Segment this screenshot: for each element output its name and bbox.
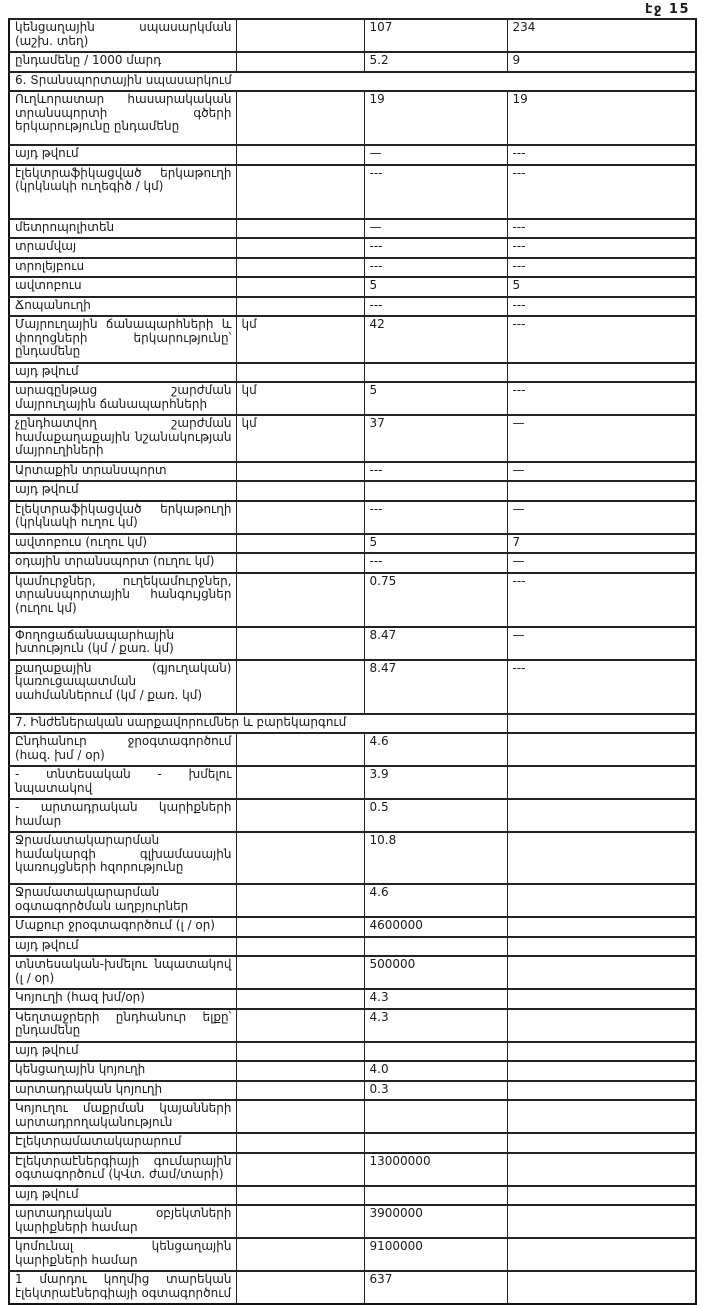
value-cell-2 [507, 1042, 696, 1062]
unit-cell [236, 1133, 364, 1153]
page-number: էջ 15 [645, 2, 690, 17]
table-row [9, 1271, 696, 1304]
value-cell-2: --- [507, 382, 696, 415]
indicator-label-cell: Մայրուղային ճանապարհների և փողոցների երկարությունը՝ ընդամենը [9, 316, 236, 363]
indicator-label-cell: Կեղտաջրերի ընդհանուր ելքը՝ ընդամենը [9, 1009, 236, 1042]
indicator-label-cell: այդ թվում [9, 937, 236, 957]
indicator-label-cell: Արտաքին տրանսպորտ [9, 462, 236, 482]
indicator-label-cell: կենցաղային կոյուղի [9, 1061, 236, 1081]
value-cell-1 [364, 363, 507, 383]
indicator-label-cell: ավտոբուս [9, 277, 236, 297]
table-row [9, 165, 696, 219]
unit-cell [236, 627, 364, 660]
value-cell-1: 5.2 [364, 52, 507, 72]
value-cell-1: 4.3 [364, 989, 507, 1009]
table-row [9, 553, 696, 573]
value-cell-2: --- [507, 297, 696, 317]
table-row [9, 1061, 696, 1081]
value-cell-1: 42 [364, 316, 507, 363]
indicator-label-cell: քաղաքային (գյուղական) կառուցապատման սահմաններում (կմ / քառ. կմ) [9, 660, 236, 714]
indicator-label-cell: - արտադրական կարիքների համար [9, 799, 236, 832]
indicators-table [8, 18, 697, 1305]
unit-cell [236, 1061, 364, 1081]
value-cell-1: 107 [364, 19, 507, 52]
page-header [0, 0, 703, 18]
unit-cell [236, 1186, 364, 1206]
value-cell-2 [507, 1100, 696, 1133]
value-cell-2 [507, 1133, 696, 1153]
table-row [9, 363, 696, 383]
indicator-label-cell: արտադրական կոյուղի [9, 1081, 236, 1101]
table-row [9, 733, 696, 766]
indicators-table-body [9, 19, 696, 1304]
value-cell-2 [507, 1081, 696, 1101]
value-cell-1: 4.0 [364, 1061, 507, 1081]
value-cell-1: 4.3 [364, 1009, 507, 1042]
section-row [9, 714, 696, 734]
table-row [9, 989, 696, 1009]
table-row [9, 297, 696, 317]
value-cell-1 [364, 1042, 507, 1062]
value-cell-2 [507, 766, 696, 799]
value-cell-2: 19 [507, 91, 696, 145]
table-row [9, 627, 696, 660]
value-cell-1: 37 [364, 415, 507, 462]
value-cell-2 [507, 1238, 696, 1271]
unit-cell [236, 52, 364, 72]
indicator-label-cell: Էլեկտրամատակարարում [9, 1133, 236, 1153]
value-cell-2 [507, 989, 696, 1009]
value-cell-2 [507, 1009, 696, 1042]
table-row [9, 1009, 696, 1042]
value-cell-1: 0.75 [364, 573, 507, 627]
table-row [9, 415, 696, 462]
table-row [9, 832, 696, 884]
indicator-label-cell: Ճոպանուղի [9, 297, 236, 317]
table-row [9, 1238, 696, 1271]
value-cell-1: --- [364, 165, 507, 219]
table-row [9, 1186, 696, 1206]
value-cell-2: --- [507, 573, 696, 627]
unit-cell [236, 573, 364, 627]
table-row [9, 1100, 696, 1133]
table-row [9, 19, 696, 52]
value-cell-1: 4600000 [364, 917, 507, 937]
unit-cell [236, 297, 364, 317]
unit-cell [236, 1042, 364, 1062]
table-row [9, 91, 696, 145]
value-cell-2: --- [507, 238, 696, 258]
value-cell-1: 4.6 [364, 733, 507, 766]
value-cell-2: --- [507, 165, 696, 219]
table-row [9, 501, 696, 534]
value-cell-2: 5 [507, 277, 696, 297]
table-row [9, 884, 696, 917]
value-cell-2 [507, 481, 696, 501]
value-cell-2: — [507, 501, 696, 534]
value-cell-1: — [364, 219, 507, 239]
indicator-label-cell: Ընդհանուր ջրօգտագործում (հազ. խմ / օր) [9, 733, 236, 766]
value-cell-2 [507, 917, 696, 937]
indicator-label-cell: էլեկտրաֆիկացված երկաթուղի (կրկնակի ուղու կմ) [9, 501, 236, 534]
unit-cell [236, 1009, 364, 1042]
unit-cell [236, 989, 364, 1009]
value-cell-1: 10.8 [364, 832, 507, 884]
value-cell-1: 637 [364, 1271, 507, 1304]
table-row [9, 1133, 696, 1153]
value-cell-2 [507, 363, 696, 383]
unit-cell [236, 1271, 364, 1304]
value-cell-2: --- [507, 316, 696, 363]
value-cell-1: — [364, 145, 507, 165]
unit-cell [236, 884, 364, 917]
unit-cell [236, 1153, 364, 1186]
value-cell-1: 5 [364, 382, 507, 415]
unit-cell [236, 832, 364, 884]
indicator-label-cell: այդ թվում [9, 1042, 236, 1062]
value-cell-2 [507, 884, 696, 917]
indicator-label-cell: ավտոբուս (ուղու կմ) [9, 534, 236, 554]
table-cell-empty [507, 714, 696, 734]
value-cell-1 [364, 1186, 507, 1206]
indicator-label-cell: Կոյուղի (հազ խմ/օր) [9, 989, 236, 1009]
value-cell-2 [507, 1186, 696, 1206]
table-row [9, 481, 696, 501]
value-cell-1 [364, 481, 507, 501]
value-cell-1: --- [364, 238, 507, 258]
unit-cell [236, 1081, 364, 1101]
indicator-label-cell: Փողոցաճանապարհային խտություն (կմ / քառ. կմ) [9, 627, 236, 660]
indicator-label-cell: այդ թվում [9, 1186, 236, 1206]
unit-cell [236, 91, 364, 145]
value-cell-1: 500000 [364, 956, 507, 989]
unit-cell [236, 660, 364, 714]
indicator-label-cell: էլեկտրաֆիկացված երկաթուղի (կրկնակի ուղեգիծ / կմ) [9, 165, 236, 219]
value-cell-2 [507, 832, 696, 884]
table-row [9, 258, 696, 278]
unit-cell [236, 1205, 364, 1238]
value-cell-1: 8.47 [364, 660, 507, 714]
value-cell-1: 5 [364, 277, 507, 297]
value-cell-1: 8.47 [364, 627, 507, 660]
indicator-label-cell: 1 մարդու կողմից տարեկան էլեկտրաէներգիայի օգտագործում [9, 1271, 236, 1304]
indicator-label-cell: Ջրամատակարարման օգտագործման աղբյուրներ [9, 884, 236, 917]
unit-cell [236, 165, 364, 219]
value-cell-1: --- [364, 462, 507, 482]
indicator-label-cell: Ուղևորատար հասարակական տրանսպորտի գծերի երկարությունը ընդամենը [9, 91, 236, 145]
table-row [9, 219, 696, 239]
value-cell-1 [364, 937, 507, 957]
indicator-label-cell: Ջրամատակարարման համակարգի գլխամասային կառույցների հզորությունը [9, 832, 236, 884]
unit-cell [236, 799, 364, 832]
table-row [9, 1081, 696, 1101]
unit-cell [236, 534, 364, 554]
value-cell-1: --- [364, 553, 507, 573]
value-cell-2 [507, 1271, 696, 1304]
indicator-label-cell: - տնտեսական - խմելու նպատակով [9, 766, 236, 799]
value-cell-2 [507, 1061, 696, 1081]
section-title: 6. Տրանսպորտային սպասարկում [9, 72, 696, 92]
value-cell-1: 0.5 [364, 799, 507, 832]
value-cell-1: 19 [364, 91, 507, 145]
value-cell-1: 9100000 [364, 1238, 507, 1271]
table-row [9, 1153, 696, 1186]
indicator-label-cell: արագընթաց շարժման մայրուղային ճանապարհների [9, 382, 236, 415]
table-row [9, 534, 696, 554]
unit-cell [236, 766, 364, 799]
unit-cell [236, 937, 364, 957]
value-cell-1: 0.3 [364, 1081, 507, 1101]
unit-cell: կմ [236, 415, 364, 462]
value-cell-1: 5 [364, 534, 507, 554]
value-cell-2 [507, 1205, 696, 1238]
value-cell-1: 4.6 [364, 884, 507, 917]
value-cell-1: 3.9 [364, 766, 507, 799]
table-row [9, 145, 696, 165]
indicator-label-cell: տրամվայ [9, 238, 236, 258]
value-cell-2: --- [507, 219, 696, 239]
indicator-label-cell: օդային տրանսպորտ (ուղու կմ) [9, 553, 236, 573]
value-cell-2 [507, 937, 696, 957]
value-cell-1: 3900000 [364, 1205, 507, 1238]
value-cell-2: --- [507, 258, 696, 278]
value-cell-2 [507, 799, 696, 832]
unit-cell [236, 481, 364, 501]
section-row [9, 72, 696, 92]
table-row [9, 277, 696, 297]
unit-cell [236, 238, 364, 258]
unit-cell [236, 1238, 364, 1271]
unit-cell [236, 956, 364, 989]
table-row [9, 956, 696, 989]
table-row [9, 573, 696, 627]
value-cell-2 [507, 733, 696, 766]
table-row [9, 917, 696, 937]
table-row [9, 316, 696, 363]
unit-cell [236, 277, 364, 297]
value-cell-2: --- [507, 660, 696, 714]
indicator-label-cell: չընդհատվող շարժման համաքաղաքային նշանակության մայրուղիների [9, 415, 236, 462]
indicator-label-cell: ընդամենը / 1000 մարդ [9, 52, 236, 72]
unit-cell [236, 19, 364, 52]
section-title: 7. Ինժեներական սարքավորումներ և բարեկարգում [9, 714, 507, 734]
indicator-label-cell: մետրոպոլիտեն [9, 219, 236, 239]
value-cell-2: 9 [507, 52, 696, 72]
table-row [9, 52, 696, 72]
table-row [9, 382, 696, 415]
table-row [9, 766, 696, 799]
unit-cell: կմ [236, 316, 364, 363]
unit-cell [236, 553, 364, 573]
indicator-label-cell: տրոլեյբուս [9, 258, 236, 278]
value-cell-2: --- [507, 145, 696, 165]
indicator-label-cell: կենցաղային սպասարկման (աշխ. տեղ) [9, 19, 236, 52]
table-row [9, 1042, 696, 1062]
unit-cell [236, 733, 364, 766]
value-cell-1: --- [364, 501, 507, 534]
table-row [9, 1205, 696, 1238]
unit-cell [236, 917, 364, 937]
value-cell-2: — [507, 462, 696, 482]
value-cell-2: — [507, 553, 696, 573]
value-cell-2 [507, 1153, 696, 1186]
unit-cell [236, 501, 364, 534]
value-cell-2 [507, 956, 696, 989]
value-cell-1 [364, 1133, 507, 1153]
indicator-label-cell: Էլեկտրաէներգիայի գումարային օգտագործում (կՎտ. ժամ/տարի) [9, 1153, 236, 1186]
value-cell-2: — [507, 627, 696, 660]
indicator-label-cell: Կոյուղու մաքրման կայանների արտադրողականություն [9, 1100, 236, 1133]
unit-cell [236, 1100, 364, 1133]
unit-cell [236, 145, 364, 165]
table-row [9, 660, 696, 714]
unit-cell [236, 462, 364, 482]
table-row [9, 799, 696, 832]
value-cell-2: — [507, 415, 696, 462]
unit-cell [236, 363, 364, 383]
table-row [9, 238, 696, 258]
value-cell-1: 13000000 [364, 1153, 507, 1186]
unit-cell [236, 258, 364, 278]
value-cell-2: 234 [507, 19, 696, 52]
indicator-label-cell: կամուրջներ, ուղեկամուրջներ, տրանսպորտային հանգույցներ (ուղու կմ) [9, 573, 236, 627]
value-cell-1 [364, 1100, 507, 1133]
indicator-label-cell: այդ թվում [9, 145, 236, 165]
indicator-label-cell: Մաքուր ջրօգտագործում (լ / օր) [9, 917, 236, 937]
indicator-label-cell: կոմունալ կենցաղային կարիքների համար [9, 1238, 236, 1271]
indicator-label-cell: այդ թվում [9, 481, 236, 501]
value-cell-1: --- [364, 297, 507, 317]
value-cell-2: 7 [507, 534, 696, 554]
indicator-label-cell: տնտեսական-խմելու նպատակով (լ / օր) [9, 956, 236, 989]
indicator-label-cell: արտադրական օբյեկտների կարիքների համար [9, 1205, 236, 1238]
table-row [9, 462, 696, 482]
indicator-label-cell: այդ թվում [9, 363, 236, 383]
unit-cell [236, 219, 364, 239]
value-cell-1: --- [364, 258, 507, 278]
unit-cell: կմ [236, 382, 364, 415]
table-row [9, 937, 696, 957]
